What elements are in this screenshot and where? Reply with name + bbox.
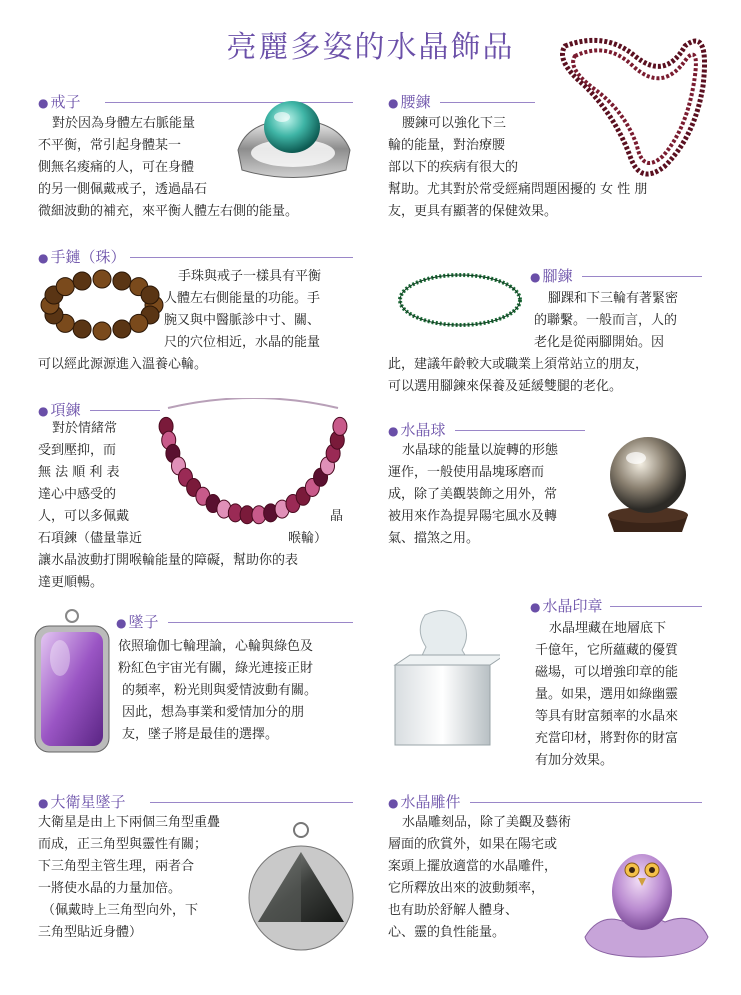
amethyst-pendant-image bbox=[30, 608, 115, 758]
anklet-heading: ● 腳鍊 bbox=[530, 267, 573, 285]
bullet-icon: ● bbox=[530, 270, 541, 284]
bullet-icon: ● bbox=[388, 796, 399, 810]
sphere-heading: ● 水晶球 bbox=[388, 421, 446, 439]
star-pendant-image bbox=[246, 820, 356, 960]
crystal-ball-image bbox=[598, 420, 698, 540]
necklace-heading: ● 項鍊 bbox=[38, 401, 81, 419]
page-title: 亮麗多姿的水晶飾品 bbox=[226, 30, 515, 65]
seal-rule bbox=[610, 606, 702, 607]
crystal-seal-image bbox=[390, 605, 500, 755]
bracelet-text: 手珠與戒子一樣具有平衡 人體左右側能量的功能。手 腕又與中醫脈診中寸、關、 尺的穴位相近，水晶的能量 可以經此源源進入溫養心輪。 bbox=[38, 269, 322, 372]
pendant-rule bbox=[168, 622, 353, 623]
necklace-text: 對於情緒常 受到壓抑，而 無 法 順 利 表 達心中感受的 人，可以多佩戴 石項鍊（儘量靠近 讓水晶波動打開喉輪能量的障礙，幫助你的表 達更順暢。 bbox=[38, 421, 299, 590]
bullet-icon: ● bbox=[116, 616, 127, 630]
pendant-heading: ● 墜子 bbox=[116, 613, 159, 631]
bullet-icon: ● bbox=[38, 96, 49, 110]
bullet-icon: ● bbox=[530, 600, 541, 614]
waist-chain-heading: ● 腰鍊 bbox=[388, 93, 431, 111]
waist-chain-rule bbox=[440, 102, 535, 103]
seal-heading: ● 水晶印章 bbox=[530, 597, 603, 615]
bullet-icon: ● bbox=[38, 796, 49, 810]
bracelet-heading: ● 手鏈（珠） bbox=[38, 248, 126, 266]
crystal-carving-heading: ● 水晶雕件 bbox=[388, 793, 461, 811]
star-of-david-pendant-rule bbox=[150, 802, 353, 803]
necklace-fragment-2: 喉輪） bbox=[288, 531, 328, 546]
sphere-text: 水晶球的能量以旋轉的形態 運作，一般使用晶塊琢磨而 成，除了美觀裝飾之用外，常 被用來作為提昇陽宅風水及轉 氣、擋煞之用。 bbox=[388, 443, 559, 546]
star-of-david-pendant-heading: ● 大衛星墜子 bbox=[38, 793, 126, 811]
anklet-text: 腳踝和下三輪有著緊密 的聯繫。一般而言，人的 老化是從兩腳開始。因 此，建議年齡較大或職業上須常站立的朋友， 可以選用腳鍊來保養及延緩雙腿的老化。 bbox=[388, 291, 679, 394]
ring-heading: ● 戒子 bbox=[38, 93, 81, 111]
amethyst-owl-image bbox=[580, 832, 710, 962]
bracelet-rule bbox=[130, 257, 353, 258]
bullet-icon: ● bbox=[388, 424, 399, 438]
ring-text: 對於因為身體左右脈能量 不平衡，常引起身體某一 側無名痠痛的人，可在身體 的另一側佩戴戒子，透過晶石 微細波動的補充，來平衡人體左右側的能量。 bbox=[38, 116, 299, 219]
seal-text: 水晶埋藏在地層底下 千億年，它所蘊藏的優質 磁場，可以增強印章的能 量。如果，選用如綠幽靈 等具有財富頻率的水晶來 充當印材，將對你的財富 有加分效果。 bbox=[535, 621, 679, 768]
necklace-fragment-1: 晶 bbox=[330, 509, 344, 524]
bullet-icon: ● bbox=[38, 251, 49, 265]
bullet-icon: ● bbox=[388, 96, 399, 110]
sphere-rule bbox=[455, 430, 585, 431]
bullet-icon: ● bbox=[38, 404, 49, 418]
waist-chain-text: 腰鍊可以強化下三 輪的能量，對治療腰 部以下的疾病有很大的 幫助。尤其對於常受經痛問題困擾的 女 性 朋 友，更具有顯著的保健效果。 bbox=[388, 116, 648, 219]
star-of-david-pendant-text: 大衛星是由上下兩個三角型重疊 而成，正三角型與靈性有關； 下三角型主管生理，兩者合 一將使水晶的力量加倍。 （佩戴時上三角型向外，下 三角型貼近身體） bbox=[38, 815, 221, 940]
anklet-rule bbox=[582, 276, 702, 277]
pendant-text: 依照瑜伽七輪理論，心輪與綠色及 粉紅色宇宙光有關，綠光連接正財 的頻率，粉光則與愛情波動有關。 因此，想為事業和愛情加分的朋 友，墜子將是最佳的選擇。 bbox=[118, 639, 318, 742]
crystal-carving-text: 水晶雕刻品，除了美觀及藝術 層面的欣賞外，如果在陽宅或 案頭上擺放適當的水晶雕件， 它所釋放出來的波動頻率， 也有助於舒解人體身、 心、靈的負性能量。 bbox=[388, 815, 572, 940]
crystal-carving-rule bbox=[470, 802, 702, 803]
